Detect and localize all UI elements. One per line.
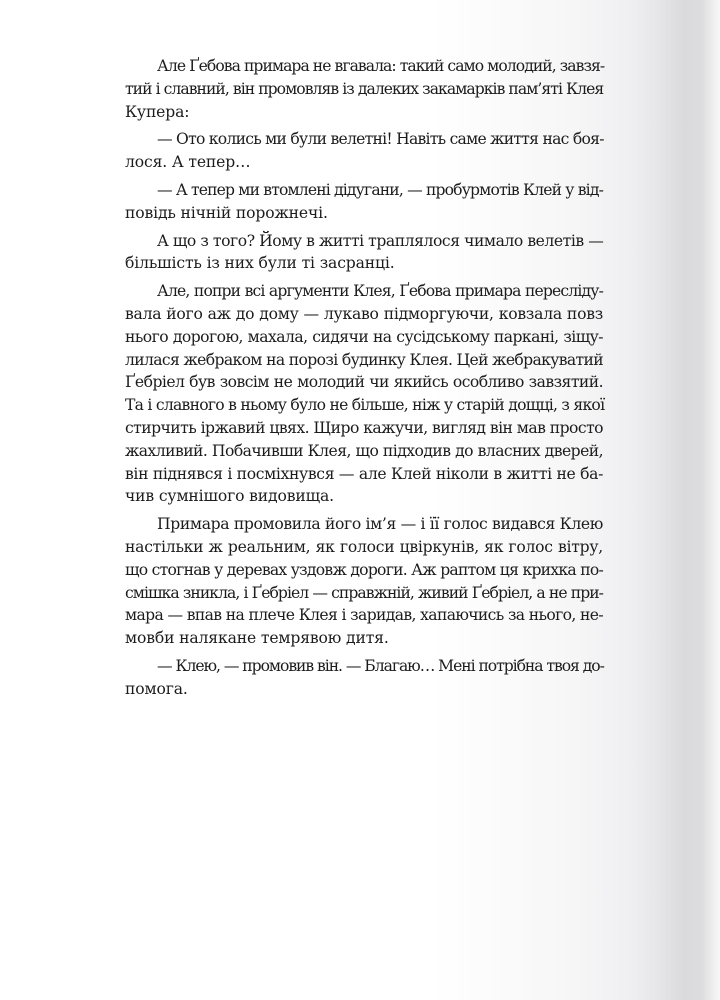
paragraph [125, 55, 603, 123]
text-line: мовби налякане темрявою дитя. [125, 629, 389, 648]
paragraph [125, 128, 603, 174]
text-line: лилася жебраком на порозі будинку Клея. Цей жебракуватий [125, 350, 603, 369]
text-line: Примара промовила його ім’я — і її голос видався Клею [157, 515, 603, 534]
text-line: Купера: [125, 102, 190, 121]
text-line: Але, попри всі аргументи Клея, Ґебова примара пересліду- [157, 282, 603, 301]
text-line: тий і славний, він промовляв із далеких закамарків пам’яті Клея [125, 79, 604, 98]
text-line: — Ото колись ми були велетні! Навіть саме життя нас боя- [157, 130, 604, 149]
paragraph [125, 179, 603, 225]
text-line: жахливий. Побачивши Клея, що підходив до власних дверей, [125, 441, 603, 460]
paragraph [125, 280, 603, 508]
text-line: повідь нічній порожнечі. [125, 203, 328, 222]
text-line: — А тепер ми втомлені дідугани, — пробурмотів Клей у від- [157, 180, 603, 199]
text-line: мара — впав на плече Клея і заридав, хапаючись за нього, не- [125, 606, 603, 625]
text-line: він піднявся і посміхнувся — але Клей ніколи в житті не ба- [125, 464, 603, 483]
page-gutter-shadow [630, 0, 720, 1000]
body-text [125, 55, 603, 701]
text-line: чив сумнішого видовища. [125, 487, 334, 506]
text-line: А що з того? Йому в житті траплялося чимало велетів — [157, 231, 604, 250]
text-line: нього дорогою, махала, сидячи на сусідському паркані, зіщу- [125, 327, 603, 346]
text-line: Та і славного в ньому було не більше, ніж у старій дощці, з якої [125, 396, 605, 415]
text-line: що стогнав у деревах уздовж дороги. Аж раптом ця крихка по- [125, 560, 603, 579]
text-line: — Клею, — промовив він. — Благаю… Мені потрібна твоя до- [157, 656, 604, 675]
paragraph [125, 655, 603, 701]
paragraph [125, 513, 603, 650]
text-line: помога. [125, 679, 188, 698]
text-line: вала його аж до дому — лукаво підморгуючи, ковзала повз [125, 304, 603, 323]
text-line: настільки ж реальним, як голоси цвіркунів, як голос вітру, [125, 537, 603, 556]
text-line: більшість із них були ті засранці. [125, 254, 395, 273]
text-line: лося. А тепер… [125, 153, 251, 172]
text-line: смішка зникла, і Ґебріел — справжній, живий Ґебріел, а не при- [125, 583, 603, 602]
text-line: Ґебріел був зовсім не молодий чи якийсь особливо завзятий. [125, 373, 603, 392]
text-line: Але Ґебова примара не вгавала: такий само молодий, завзя- [157, 57, 605, 75]
text-line: стирчить іржавий цвях. Щиро кажучи, вигляд він мав просто [125, 418, 603, 437]
paragraph [125, 230, 603, 276]
